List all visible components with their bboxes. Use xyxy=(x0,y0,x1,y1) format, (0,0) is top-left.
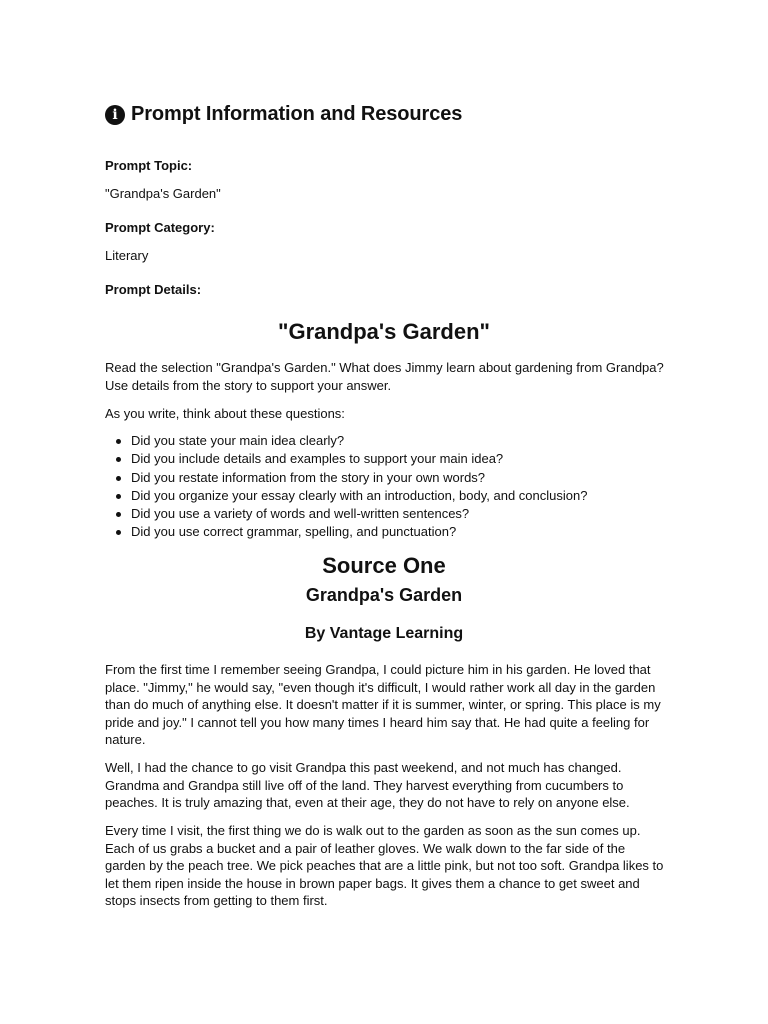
prompt-details-label: Prompt Details: xyxy=(105,282,202,297)
prompt-topic-value: "Grandpa's Garden" xyxy=(105,186,221,201)
prompt-title: "Grandpa's Garden" xyxy=(278,319,490,344)
story-paragraph: Every time I visit, the first thing we do is walk out to the garden as soon as the sun comes up. Each of us grabs a bucket and a pair of leather gloves. We walk down to the far side of the garden by the peach tree. We pick peaches that are a little pink, but not too soft. Grandpa likes to let them ripen inside the house in brown paper bags. It gives them a chance to get sweet and stops insects from getting to them first. xyxy=(105,823,664,908)
question-list xyxy=(105,432,671,542)
question-item: Did you state your main idea clearly? xyxy=(131,432,671,450)
source-heading: Source One xyxy=(322,553,446,578)
story-byline: By Vantage Learning xyxy=(304,625,464,642)
prompt-topic-label: Prompt Topic: xyxy=(105,158,193,173)
question-item: Did you organize your essay clearly with an introduction, body, and conclusion? xyxy=(131,487,671,505)
question-item: Did you include details and examples to support your main idea? xyxy=(131,450,671,468)
prompt-category-label: Prompt Category: xyxy=(105,220,215,235)
prompt-think-text: As you write, think about these questions: xyxy=(105,406,345,421)
question-item: Did you use correct grammar, spelling, and punctuation? xyxy=(131,523,671,541)
story-paragraph: Well, I had the chance to go visit Grandpa this past weekend, and not much has changed. Grandma and Grandpa still live off of the land. They harvest everything from cucumbers to peaches. It is truly amazing that, even at their age, they do not have to rely on anyone else. xyxy=(105,760,630,810)
prompt-category-value: Literary xyxy=(105,248,149,263)
section-header xyxy=(105,103,462,126)
prompt-intro: Read the selection "Grandpa's Garden." What does Jimmy learn about gardening from Grandpa? Use details from the story to support your answer. xyxy=(105,360,664,393)
info-circle-icon: i xyxy=(105,105,125,125)
question-item: Did you restate information from the story in your own words? xyxy=(131,469,671,487)
section-title: Prompt Information and Resources xyxy=(131,103,463,125)
question-item: Did you use a variety of words and well-written sentences? xyxy=(131,505,671,523)
story-title: Grandpa's Garden xyxy=(305,585,463,605)
story-paragraph: From the first time I remember seeing Grandpa, I could picture him in his garden. He loved that place. "Jimmy," he would say, "even though it's difficult, I would rather work all day in the garden than do much of anything else. It doesn't matter if it is summer, winter, or spring. This place is my pride and joy." I cannot tell you how many times I heard him say that. He had quite a feeling for nature. xyxy=(105,662,661,747)
